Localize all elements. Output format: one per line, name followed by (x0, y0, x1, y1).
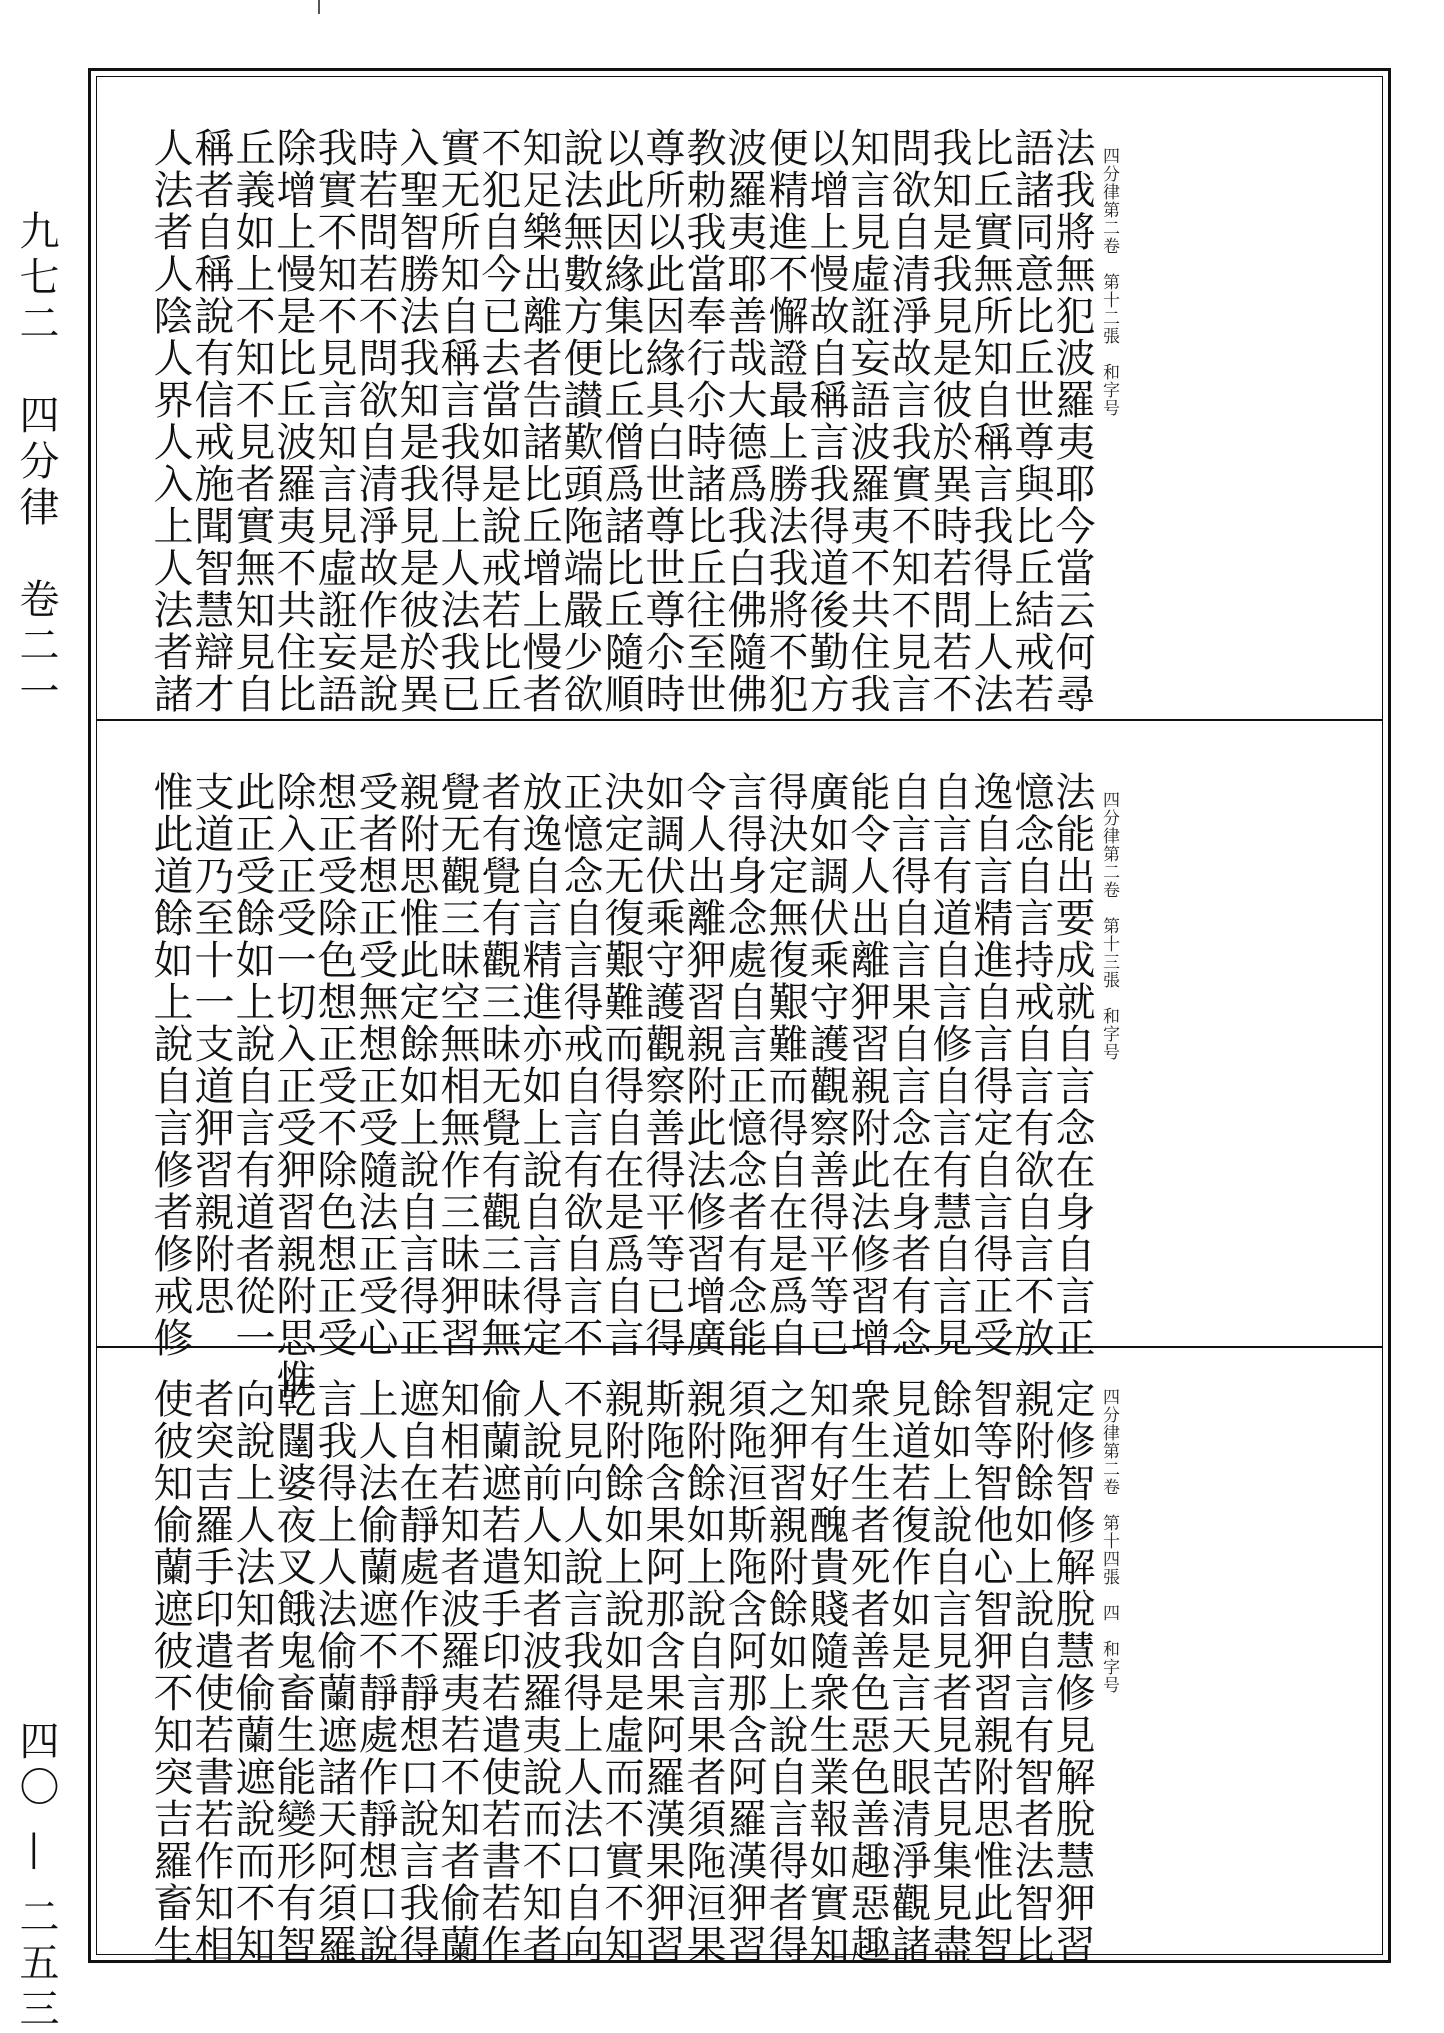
panel-1-column-11: 尊所以此因緣具白世尊世尊尒時 (639, 127, 685, 715)
panel-3-column-23: 使彼知偷蘭遮彼不知突吉羅畜生 (147, 1378, 193, 1966)
panel-3-column-10: 親附餘如上說自言果者須陁洹果 (680, 1378, 726, 1966)
panel-2-column-5: 自言得自言果自言念在身者有念 (885, 771, 931, 1359)
panel-3-column-5: 見道若復作如是言天眼清淨觀諸 (885, 1378, 931, 1966)
panel-1-column-18: 時若問若不問欲自清淨故作是說 (352, 127, 398, 715)
panel-2-column-4: 自言有道自言修自言有慧自言見 (926, 771, 972, 1359)
panel-2-column-21: 此正受餘如上說自言有道者從一 (229, 771, 275, 1359)
panel-3-margin-note: 四分律第二卷 第十四張 四 和字号 (1099, 1388, 1119, 1694)
panel-3-column-16: 知相若知者波羅夷若不知者偷蘭 (434, 1378, 480, 1966)
panel-3-column-22: 者突吉羅手印遣使若書若作知相 (188, 1378, 234, 1966)
panel-2-column-14: 放逸自言精進亦如上說自言得定 (516, 771, 562, 1359)
panel-2-column-12: 決定无復艱難而得自在是爲自言 (598, 771, 644, 1359)
panel-1-column-5: 問欲自清淨故言我實不知不見言 (885, 127, 931, 715)
text-panel-3 (97, 1346, 1382, 1966)
panel-1-column-19: 我實不知不見言知言見虛誑妄語 (311, 127, 357, 715)
panel-2-column-2: 憶念自言持戒自言有欲自言不放 (1008, 771, 1054, 1359)
panel-3-column-11: 斯陁含果阿那含果阿羅漢果狎習 (639, 1378, 685, 1966)
panel-2-column-8: 得決定無復艱難而得自在是爲自 (762, 771, 808, 1359)
panel-2-column-1: 法能出要成就自言念在身自言正 (1049, 771, 1095, 1359)
panel-2-column-18: 受者想正受無想正受隨法正受心 (352, 771, 398, 1359)
panel-2-margin-note: 四分律第二卷 第十三張 和字号 (1099, 791, 1119, 1061)
panel-3-column-12: 親附餘如上說如是虛而不實不知 (598, 1378, 644, 1966)
panel-1-column-13: 說法無數方便讃歎頭陁端嚴少欲 (557, 127, 603, 715)
panel-1-column-1: 法我將無犯波羅夷耶今當云何尋 (1049, 127, 1095, 715)
panel-3-column-17: 遮自在靜處作不靜想口說言我得 (393, 1378, 439, 1966)
panel-1-column-9: 波羅夷耶善哉大德爲我白佛隨佛 (721, 127, 767, 715)
panel-1-column-20: 除增上慢是比丘波羅夷不共住比 (270, 127, 316, 715)
panel-1-column-8: 便精進不懈證最上勝法我將不犯 (762, 127, 808, 715)
panel-3-column-2: 親附餘如上說自言有智者法智比 (1008, 1378, 1054, 1966)
panel-3-column-8: 之狎習親附餘如上說自言得者得 (762, 1378, 808, 1966)
panel-2-column-7: 廣如調伏乘守護觀察善得平等已 (803, 771, 849, 1359)
panel-3-column-14: 人說前人知者波羅夷說而不知者 (516, 1378, 562, 1966)
panel-3-column-9: 須陁洹斯陁含阿那含阿羅漢狎習 (721, 1378, 767, 1966)
text-panel-1 (97, 77, 1382, 717)
side-label-bottom: 四〇 — 二五三 (13, 1720, 59, 2033)
panel-1-column-14: 知足樂出離者告諸比丘增上慢者 (516, 127, 562, 715)
panel-3-column-21: 向說上人法知者偷蘭遮說而不知 (229, 1378, 275, 1966)
panel-2-column-19: 想正受除色想正受不除色想正受 (311, 771, 357, 1359)
panel-3-column-20: 乾闥婆夜叉餓鬼畜生能變形有智 (270, 1378, 316, 1966)
panel-2-column-9: 言得身念處自言正憶念者有念能 (721, 771, 767, 1359)
panel-1-column-3: 比丘實無所知自稱言我得上人法 (967, 127, 1013, 715)
panel-2-column-3: 逸自言精進自言得定自言得正受 (967, 771, 1013, 1359)
panel-2-column-11: 如調伏乘守護觀察善得平等已得 (639, 771, 685, 1359)
panel-3-column-7: 知有好醜貴賤隨衆生業報如實知 (803, 1378, 849, 1966)
top-edge-mark (318, 0, 320, 14)
panel-3-column-18: 上人法偷蘭遮不靜處作靜想口說 (352, 1378, 398, 1966)
panel-1-column-15: 不犯自今已去當如是說戒若比丘 (475, 127, 521, 715)
panel-2-column-15: 者有覺有觀三昧无覺有觀三昧無 (475, 771, 521, 1359)
panel-2-column-10: 令人出離狎習親附此法修習增廣 (680, 771, 726, 1359)
panel-3-column-13: 不見向人說言我得上人法口自向 (557, 1378, 603, 1966)
panel-3-column-3: 智等智他心智狎習親附思惟此智 (967, 1378, 1013, 1966)
panel-1-column-4: 我知是我見是彼於異時若問若不 (926, 127, 972, 715)
panel-1-margin-note: 四分律第二卷 第十二張 和字号 (1099, 147, 1119, 417)
panel-1-column-21: 丘義如上不知不見者實無知見自 (229, 127, 275, 715)
panel-1-column-22: 稱者自稱說有信戒施聞智慧辯才 (188, 127, 234, 715)
text-panel-2 (97, 719, 1382, 1401)
panel-1-column-12: 以此因緣集比丘僧爲諸比丘隨順 (598, 127, 644, 715)
panel-2-column-22: 支道乃至十一支道狎習親附思 (188, 771, 234, 1317)
panel-3-column-19: 言我得上人法偷蘭遮諸天阿須羅 (311, 1378, 357, 1966)
panel-2-column-13: 正憶念自言得戒自言有欲自言不 (557, 771, 603, 1359)
panel-2-column-23: 惟此道餘如上說自言修者修戒修 (147, 771, 193, 1359)
side-label-top: 九七二 四分律 卷二一 (13, 210, 59, 716)
panel-1-column-7: 以增上慢故自稱言我得道後勤方 (803, 127, 849, 715)
panel-1-column-6: 知言見虛誑妄語波羅夷不共住我 (844, 127, 890, 715)
panel-1-column-17: 入聖智勝法我知是我見是彼於異 (393, 127, 439, 715)
panel-2-column-17: 親附思惟此定餘如上說自言得正 (393, 771, 439, 1359)
panel-2-column-6: 能令人出離狎習親附此法修習增 (844, 771, 890, 1359)
panel-2-column-16: 覺无觀三昧空無相無作三昧狎習 (434, 771, 480, 1359)
panel-1-column-2: 語諸同意比丘世尊與比丘結戒若 (1008, 127, 1054, 715)
panel-3-column-4: 餘如上說自言見者見苦見集見盡 (926, 1378, 972, 1966)
panel-3-column-1: 定修智修解脫慧修見解脫慧狎習 (1049, 1378, 1095, 1966)
panel-3-column-15: 偷蘭遮若遣手印若遣使若書若作 (475, 1378, 521, 1966)
panel-1-column-16: 實无所知自稱言我得上人法我已 (434, 127, 480, 715)
panel-3-column-6: 衆生生者死者善色惡色善趣惡趣 (844, 1378, 890, 1966)
panel-1-column-23: 人法者人陰人界人入上人法者諸 (147, 127, 193, 715)
panel-2-column-20: 除入正受一切入正受狎習親附思惟 (270, 771, 316, 1401)
panel-1-column-10: 教勅我當奉行尒時諸比丘往至世 (680, 127, 726, 715)
